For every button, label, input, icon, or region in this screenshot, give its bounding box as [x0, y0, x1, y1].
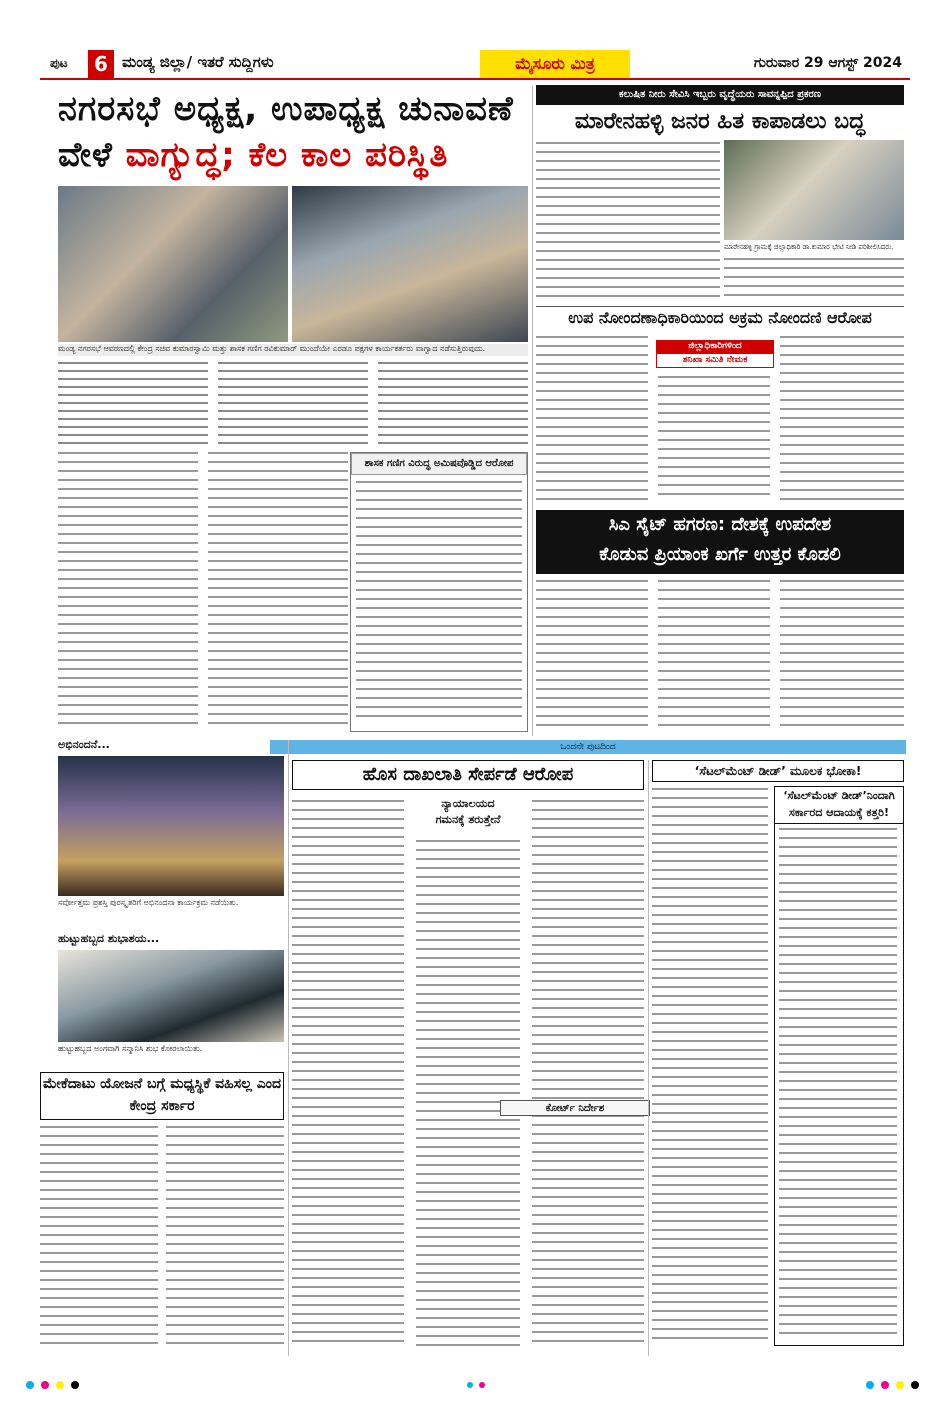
documents-text: [292, 796, 644, 1356]
issue-date: ಗುರುವಾರ 29 ಆಗಸ್ಟ್ 2024: [753, 55, 902, 71]
settlement-text: [652, 786, 768, 1346]
registration-marks: [0, 1370, 945, 1400]
birthday-title: ಹುಟ್ಟುಹಬ್ಬದ ಶುಭಾಶಯ...: [58, 932, 160, 945]
lead-headline-line2: [58, 133, 528, 181]
subregistrar-sublabel-1: ಜಿಲ್ಲಾಧಿಕಾರಿಗಳಿಂದ: [656, 340, 774, 353]
site-scam-headline-1: ಸಿಎ ಸೈಟ್ ಹಗರಣ: ದೇಶಕ್ಕೆ ಉಪದೇಶ: [608, 514, 832, 535]
lead-headline-line1: ನಗರಸಭೆ ಅಧ್ಯಕ್ಷ, ಉಪಾಧ್ಯಕ್ಷ ಚುನಾವಣೆ: [58, 89, 514, 129]
lead-photo-caption: ಮಂಡ್ಯ ನಗರಸಭೆ ಆವರಣದಲ್ಲಿ ಕೇಂದ್ರ ಸಚಿವ ಕುಮಾರಸ್ವಾಮಿ ಮತ್ತು ಶಾಸಕ ಗಣಿಗ ರವಿಕುಮಾರ್ ಮುಂದೆಯೇ ಎರಡೂ ಪಕ್ಷಗಳ ಕಾರ್ಯಕರ್ತರು ವಾಗ್ವಾದ ನಡೆಸುತ್ತಿರುವುದು.: [58, 344, 528, 356]
site-scam-headline-2: ಕೊಡುವ ಪ್ರಿಯಾಂಕ ಖರ್ಗೆ ಉತ್ತರ ಕೊಡಲಿ: [599, 544, 841, 565]
header-rule: [40, 78, 910, 80]
lead-body-text: [58, 360, 528, 450]
felicitation-photo: [58, 756, 284, 896]
mla-box-headline: ಶಾಸಕ ಗಣಿಗ ವಿರುದ್ಧ ಅಮಿಷವೊಡ್ಡಿದ ಆರೋಪ: [351, 453, 527, 475]
water-story-lines-2: [724, 256, 904, 302]
subregistrar-headline: ಉಪ ನೋಂದಣಾಧಿಕಾರಿಯಿಂದ ಅಕ್ರಮ ನೋಂದಣಿ ಆರೋಪ: [536, 306, 904, 328]
documents-subhead-2: ಗಮನಕ್ಕೆ ತರುತ್ತೇನೆ: [435, 813, 501, 826]
settlement-box-lines: [775, 824, 901, 1344]
lead-photo-right: [292, 186, 528, 342]
section-title: ಮಂಡ್ಯ ಜಿಲ್ಲಾ/ ಇತರೆ ಸುದ್ದಿಗಳು: [122, 53, 274, 71]
documents-headline: ಹೊಸ ದಾಖಲಾತಿ ಸೇರ್ಪಡೆ ಆರೋಪ: [292, 760, 644, 790]
water-story-kicker: ಕಲುಷಿತ ನೀರು ಸೇವಿಸಿ ಇಬ್ಬರು ವೃದ್ಧೆಯರು ಸಾವನ್ನಪ್ಪಿದ ಪ್ರಕರಣ: [536, 85, 904, 105]
column-divider: [648, 760, 649, 1356]
water-story-photo-caption: ಮಾರೇನಹಳ್ಳಿ ಗ್ರಾಮಕ್ಕೆ ಜಿಲ್ಲಾಧಿಕಾರಿ ಡಾ.ಕುಮಾರ ಭೇಟಿ ನೀಡಿ ಪರಿಶೀಲಿಸಿದರು.: [724, 243, 894, 251]
water-story-text-2: [724, 256, 904, 302]
settlement-box-title: ‘ಸೆಟಲ್‌ಮೆಂಟ್ ಡೀಡ್’ನಿಂದಾಗಿ ಸರ್ಕಾರದ ಆದಾಯಕ್ಕೆ ಕತ್ತರಿ!: [775, 787, 903, 824]
mekedatu-lines: [40, 1124, 284, 1354]
lead-text-lines: [58, 360, 528, 450]
court-direction-title: ಕೋರ್ಟ್ ನಿರ್ದೇಶ: [500, 1100, 650, 1116]
documents-lines: [292, 796, 644, 1356]
masthead-logo: ಮೈಸೂರು ಮಿತ್ರ: [480, 50, 630, 78]
water-story-lines: [536, 140, 720, 300]
page-label: ಪುಟ: [50, 56, 68, 70]
lead-headline-red: ವಾಗ್ಯುದ್ಧ; ಕೆಲ ಕಾಲ ಪರಿಸ್ಥಿತಿ: [125, 135, 449, 175]
page-number: 6: [88, 50, 114, 78]
site-scam-text: [536, 578, 904, 734]
column-divider: [288, 740, 289, 1356]
column-divider: [532, 86, 533, 736]
birthday-caption: ಹುಟ್ಟುಹಬ್ಬದ ಅಂಗವಾಗಿ ಸನ್ಮಾನಿಸಿ ಶುಭ ಕೋರಲಾಯಿತು.: [58, 1044, 203, 1053]
continued-from-front-bar: ಒಂದನೇ ಪುಟದಿಂದ: [270, 740, 906, 754]
lead-photo-left: [58, 186, 288, 342]
documents-subhead-1: ನ್ಯಾಯಾಲಯದ: [441, 797, 495, 810]
water-story-text: [536, 140, 720, 300]
settlement-lines: [652, 786, 768, 1346]
lead-headline-black: ವೇಳೆ: [58, 135, 113, 175]
site-scam-lines: [536, 578, 904, 734]
water-story-photo: [724, 140, 904, 240]
subregistrar-lines: [536, 334, 904, 504]
subregistrar-sublabel-2: ತನಿಖಾ ಸಮಿತಿ ನೇಮಕ: [656, 353, 774, 368]
mla-box-text: [351, 475, 527, 733]
mekedatu-headline: ಮೇಕೆದಾಟು ಯೋಜನೆ ಬಗ್ಗೆ ಮಧ್ಯಸ್ಥಿಕೆ ವಹಿಸಲ್ಲ ಎಂದ ಕೇಂದ್ರ ಸರ್ಕಾರ: [40, 1072, 284, 1120]
subregistrar-text: [536, 334, 904, 504]
mla-allegation-box: [350, 452, 528, 732]
settlement-headline: ‘ಸೆಟಲ್‌ಮೆಂಟ್ ಡೀಡ್’ ಮೂಲಕ ಭೋಕಾ!: [652, 760, 904, 782]
site-scam-headline: [536, 510, 904, 574]
water-story-headline: ಮಾರೇನಹಳ್ಳಿ ಜನರ ಹಿತ ಕಾಪಾಡಲು ಬದ್ಧ: [574, 109, 866, 134]
mekedatu-text: [40, 1124, 284, 1354]
felicitation-title: ಅಭಿನಂದನೆ...: [58, 738, 110, 751]
page-header: [40, 50, 910, 80]
settlement-side-box: [774, 786, 904, 1346]
birthday-photo: [58, 950, 284, 1042]
felicitation-caption: ಸರ್ವೋತ್ತಮ ಪ್ರಶಸ್ತಿ ಪುರಸ್ಕೃತರಿಗೆ ಅಭಿನಂದನಾ ಕಾರ್ಯಕ್ರಮ ನಡೆಯಿತು.: [58, 898, 239, 907]
